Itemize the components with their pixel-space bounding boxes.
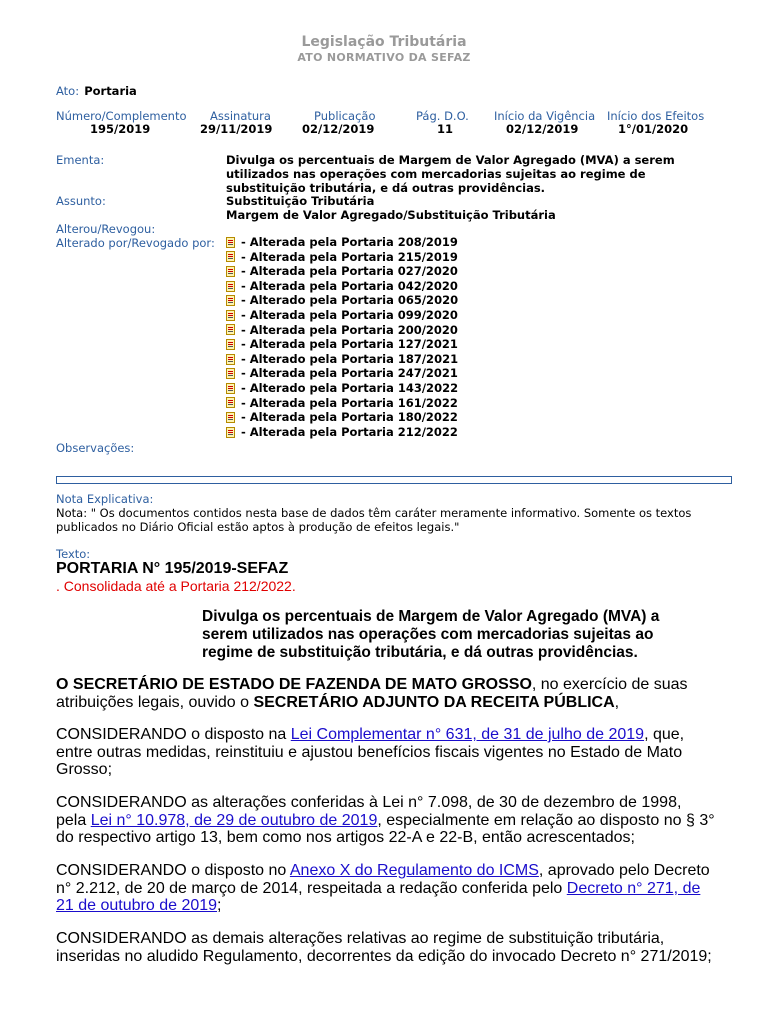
alterado-por-label: Alterado por/Revogado por: bbox=[56, 236, 215, 250]
document-icon[interactable] bbox=[226, 412, 235, 423]
lei-complementar-link[interactable]: Lei Complementar n° 631, de 31 de julho de 2019 bbox=[290, 726, 645, 743]
paragraph-considerando-2 bbox=[56, 794, 716, 847]
document-icon[interactable] bbox=[226, 427, 235, 438]
preamble-end: , bbox=[614, 693, 620, 711]
amendment-label: - Alterado pela Portaria 065/2020 bbox=[241, 293, 459, 308]
amendment-label: - Alterada pela Portaria 212/2022 bbox=[241, 424, 458, 439]
amendment-item[interactable] bbox=[226, 366, 458, 381]
paragraph-considerando-3 bbox=[56, 862, 716, 915]
inicio-efeitos-value: 1°/01/2020 bbox=[618, 122, 689, 136]
secretario-title: O SECRETÁRIO DE ESTADO DE FAZENDA DE MATO GROSSO bbox=[56, 676, 532, 693]
amendment-list bbox=[226, 235, 458, 439]
preamble-text: , no exercício de suas atribuições legais, ouvido o bbox=[56, 676, 688, 711]
amendment-label: - Alterada pela Portaria 247/2021 bbox=[241, 366, 458, 381]
decreto-271-link[interactable]: Decreto n° 271, de 21 de outubro de 2019 bbox=[56, 879, 701, 915]
amendment-item[interactable] bbox=[226, 323, 458, 338]
amendment-label: - Alterado pela Portaria 187/2021 bbox=[241, 351, 459, 366]
publicacao-value: 02/12/2019 bbox=[302, 122, 375, 136]
inicio-vigencia-label: Início da Vigência bbox=[494, 109, 596, 123]
amendment-item[interactable] bbox=[226, 279, 458, 294]
pag-do-value: 11 bbox=[437, 122, 454, 136]
amendment-item[interactable] bbox=[226, 396, 458, 411]
considerando-3-end: ; bbox=[217, 897, 222, 915]
amendment-label: - Alterada pela Portaria 161/2022 bbox=[241, 395, 458, 410]
document-icon[interactable] bbox=[226, 310, 235, 321]
assinatura-value: 29/11/2019 bbox=[200, 122, 273, 136]
texto-label: Texto: bbox=[56, 547, 91, 561]
lei-10978-link[interactable]: Lei n° 10.978, de 29 de outubro de 2019 bbox=[90, 811, 378, 829]
considerando-2-end: , especialmente em relação ao disposto no § 3° do respectivo artigo 13, bem como nos artigos 22-A e 22-B, então acrescentados; bbox=[56, 811, 715, 847]
document-icon[interactable] bbox=[226, 324, 235, 335]
consolidada-note: . Consolidada até a Portaria 212/2022. bbox=[56, 578, 296, 594]
inicio-vigencia-value: 02/12/2019 bbox=[506, 122, 579, 136]
ato-label: Ato: bbox=[56, 84, 80, 98]
amendment-item[interactable] bbox=[226, 235, 458, 250]
document-icon[interactable] bbox=[226, 251, 235, 262]
amendment-label: - Alterada pela Portaria 099/2020 bbox=[241, 307, 458, 322]
amendment-item[interactable] bbox=[226, 293, 458, 308]
header-title: Legislação Tributária bbox=[301, 34, 467, 50]
amendment-item[interactable] bbox=[226, 352, 458, 367]
separator-box bbox=[56, 476, 732, 484]
ementa-label: Ementa: bbox=[56, 153, 105, 167]
considerando-1-start: CONSIDERANDO o disposto na bbox=[56, 726, 291, 743]
nota-explicativa bbox=[56, 492, 716, 534]
amendment-label: - Alterada pela Portaria 180/2022 bbox=[241, 410, 458, 425]
assinatura-label: Assinatura bbox=[210, 109, 271, 123]
amendment-item[interactable] bbox=[226, 264, 458, 279]
document-icon[interactable] bbox=[226, 295, 235, 306]
document-icon[interactable] bbox=[226, 383, 235, 394]
numero-value: 195/2019 bbox=[90, 122, 151, 136]
assunto-label: Assunto: bbox=[56, 194, 106, 208]
document-icon[interactable] bbox=[226, 237, 235, 248]
nota-text: Nota: " Os documentos contidos nesta base de dados têm caráter meramente informativo. Somente os textos publicados no Diário Oficial estão aptos à produção de efeitos legais." bbox=[56, 506, 692, 534]
ato-row bbox=[56, 80, 137, 99]
numero-label: Número/Complemento bbox=[56, 109, 187, 123]
amendment-label: - Alterada pela Portaria 200/2020 bbox=[241, 322, 458, 337]
publicacao-label: Publicação bbox=[314, 109, 376, 123]
amendment-label: - Alterada pela Portaria 127/2021 bbox=[241, 337, 458, 352]
document-icon[interactable] bbox=[226, 368, 235, 379]
header-subtitle: ATO NORMATIVO DA SEFAZ bbox=[297, 51, 471, 64]
amendment-label: - Alterada pela Portaria 215/2019 bbox=[241, 249, 458, 264]
amendment-item[interactable] bbox=[226, 425, 458, 440]
pag-do-label: Pág. D.O. bbox=[416, 109, 469, 123]
amendment-label: - Alterado pela Portaria 143/2022 bbox=[241, 380, 459, 395]
considerando-1-end: , que, entre outras medidas, reinstituiu e ajustou benefícios fiscais vigentes no Estado de Mato Grosso; bbox=[56, 726, 685, 779]
paragraph-considerando-1 bbox=[56, 726, 716, 779]
assunto-line-1: Substituição Tributária bbox=[226, 194, 375, 208]
inicio-efeitos-label: Início dos Efeitos bbox=[607, 109, 705, 123]
amendment-item[interactable] bbox=[226, 410, 458, 425]
amendment-item[interactable] bbox=[226, 250, 458, 265]
considerando-3-start: CONSIDERANDO o disposto no bbox=[56, 862, 290, 879]
ementa-value: Divulga os percentuais de Margem de Valor Agregado (MVA) a serem utilizados nas operações com mercadorias sujeitas ao regime de substituição tributária, e dá outras providências. bbox=[226, 153, 675, 195]
considerando-2-start: CONSIDERANDO as alterações conferidas à Lei n° 7.098, de 30 de dezembro de 1998, pela bbox=[56, 794, 682, 829]
document-icon[interactable] bbox=[226, 339, 235, 350]
document-icon[interactable] bbox=[226, 266, 235, 277]
assunto-line-2: Margem de Valor Agregado/Substituição Tributária bbox=[226, 208, 556, 222]
portaria-title: PORTARIA N° 195/2019-SEFAZ bbox=[56, 560, 289, 577]
amendment-label: - Alterada pela Portaria 208/2019 bbox=[241, 235, 458, 249]
amendment-item[interactable] bbox=[226, 381, 458, 396]
paragraph-preamble bbox=[56, 676, 716, 711]
amendment-item[interactable] bbox=[226, 308, 458, 323]
observacoes-label: Observações: bbox=[56, 441, 135, 455]
secretario-adjunto-title: SECRETÁRIO ADJUNTO DA RECEITA PÚBLICA bbox=[253, 693, 615, 711]
portaria-ementa: Divulga os percentuais de Margem de Valor Agregado (MVA) a serem utilizados nas operações com mercadorias sujeitas ao regime de substituição tributária, e dá outras providências. bbox=[202, 608, 660, 661]
paragraph-considerando-4: CONSIDERANDO as demais alterações relativas ao regime de substituição tributária, inseridas no aludido Regulamento, decorrentes da edição do invocado Decreto n° 271/2019; bbox=[56, 930, 712, 965]
alterou-label: Alterou/Revogou: bbox=[56, 222, 156, 236]
amendment-label: - Alterada pela Portaria 042/2020 bbox=[241, 278, 458, 293]
considerando-3-mid: , aprovado pelo Decreto n° 2.212, de 20 de março de 2014, respeitada a redação conferida pelo bbox=[56, 862, 710, 897]
document-icon[interactable] bbox=[226, 281, 235, 292]
assunto-value bbox=[226, 194, 726, 222]
ato-value: Portaria bbox=[84, 84, 137, 98]
document-icon[interactable] bbox=[226, 397, 235, 408]
document-icon[interactable] bbox=[226, 354, 235, 365]
amendment-item[interactable] bbox=[226, 337, 458, 352]
nota-label: Nota Explicativa: bbox=[56, 492, 154, 506]
amendment-label: - Alterada pela Portaria 027/2020 bbox=[241, 264, 458, 279]
anexo-x-link[interactable]: Anexo X do Regulamento do ICMS bbox=[289, 862, 539, 879]
